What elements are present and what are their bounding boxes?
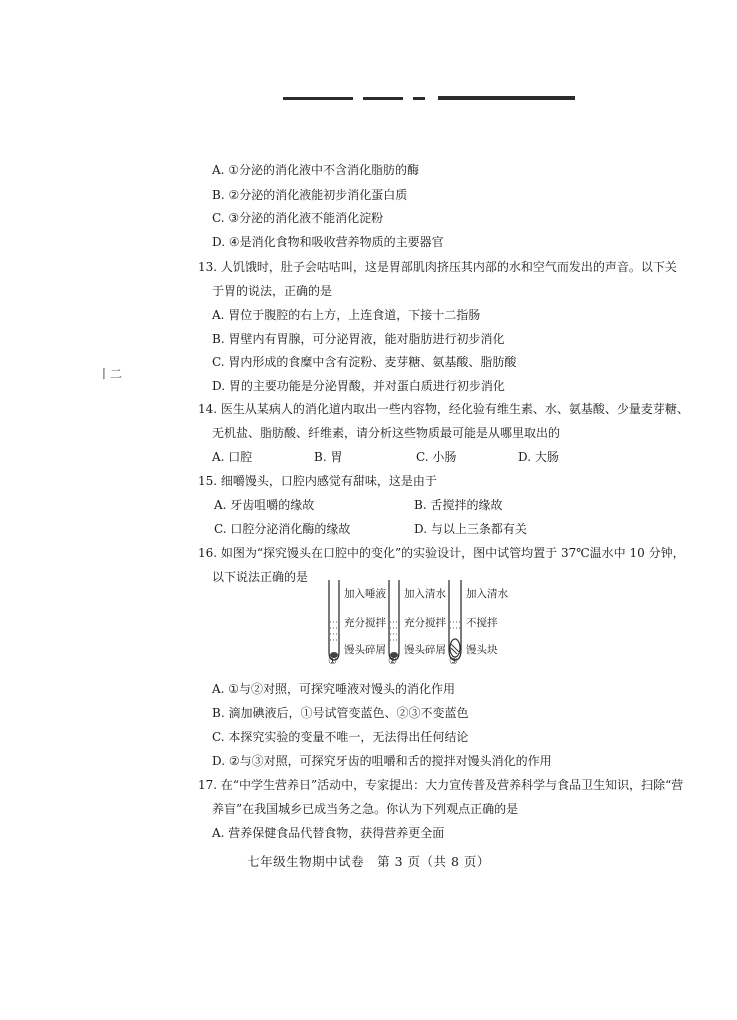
tube-1 xyxy=(329,580,339,660)
q16-option-a: A. ①与②对照，可探究唾液对馒头的消化作用 xyxy=(212,682,456,696)
q12-option-d: D. ④是消化食物和吸收营养物质的主要器官 xyxy=(212,235,444,249)
q13-option-c: C. 胃内形成的食糜中含有淀粉、麦芽糖、氨基酸、脂肪酸 xyxy=(212,355,517,369)
tube-1-add-label: 加入唾液 xyxy=(344,588,386,600)
tube-3-mix-label: 不搅拌 xyxy=(466,617,498,629)
q12-option-c: C. ③分泌的消化液不能消化淀粉 xyxy=(212,211,384,225)
tube-3-food-label: 馒头块 xyxy=(466,644,498,656)
tube-2-add-label: 加入清水 xyxy=(404,588,446,600)
q15-option-d: D. 与以上三条都有关 xyxy=(414,522,527,536)
q13-stem-line1: 13. 人饥饿时，肚子会咕咕叫，这是胃部肌肉挤压其内部的水和空气而发出的声音。以下关 xyxy=(198,260,677,274)
q14-stem-line1: 14. 医生从某病人的消化道内取出一些内容物，经化验有维生素、水、氨基酸、少量麦芽糖、 xyxy=(198,402,689,416)
q13-option-d: D. 胃的主要功能是分泌胃酸，并对蛋白质进行初步消化 xyxy=(212,379,505,393)
test-tube-figure xyxy=(320,578,520,668)
tube-3-number: ③ xyxy=(449,656,458,667)
tube-2-number: ② xyxy=(388,656,397,667)
q17-stem-line2: 养盲”在我国城乡已成当务之急。你认为下列观点正确的是 xyxy=(212,802,519,816)
tube-3-add-label: 加入清水 xyxy=(466,588,508,600)
q16-option-d: D. ②与③对照，可探究牙齿的咀嚼和舌的搅拌对馒头消化的作用 xyxy=(212,754,552,768)
q14-option-b: B. 胃 xyxy=(314,450,343,464)
q16-stem-line1: 16. 如图为“探究馒头在口腔中的变化”的实验设计，图中试管均置于 37℃温水中 10 分钟， xyxy=(198,546,685,560)
q14-option-c: C. 小肠 xyxy=(416,450,457,464)
q15-stem: 15. 细嚼馒头，口腔内感觉有甜味，这是由于 xyxy=(198,474,437,488)
q12-option-b: B. ②分泌的消化液能初步消化蛋白质 xyxy=(212,188,408,202)
tube-1-food-label: 馒头碎屑 xyxy=(344,644,386,656)
top-scan-artifact xyxy=(283,97,575,103)
margin-mark: 丨二 xyxy=(98,367,123,381)
tube-1-number: ① xyxy=(328,656,337,667)
tube-2 xyxy=(389,580,399,660)
q13-option-b: B. 胃壁内有胃腺，可分泌胃液，能对脂肪进行初步消化 xyxy=(212,332,505,346)
q15-option-c: C. 口腔分泌消化酶的缘故 xyxy=(214,522,351,536)
q16-stem-line2: 以下说法正确的是 xyxy=(212,570,309,584)
tube-1-mix-label: 充分搅拌 xyxy=(344,617,386,629)
q17-option-a: A. 营养保健食品代替食物，获得营养更全面 xyxy=(212,826,445,840)
q14-stem-line2: 无机盐、脂肪酸、纤维素，请分析这些物质最可能是从哪里取出的 xyxy=(212,426,561,440)
q16-option-c: C. 本探究实验的变量不唯一，无法得出任何结论 xyxy=(212,730,469,744)
q14-option-a: A. 口腔 xyxy=(212,450,253,464)
page-footer: 七年级生物期中试卷 第 3 页（共 8 页） xyxy=(247,854,490,869)
tube-3 xyxy=(449,580,461,660)
q15-option-a: A. 牙齿咀嚼的缘故 xyxy=(214,498,315,512)
q16-option-b: B. 滴加碘液后，①号试管变蓝色、②③不变蓝色 xyxy=(212,706,469,720)
q17-stem-line1: 17. 在“中学生营养日”活动中，专家提出：大力宣传普及营养科学与食品卫生知识，扫除“营 xyxy=(198,778,684,792)
q13-option-a: A. 胃位于腹腔的右上方，上连食道，下接十二指肠 xyxy=(212,308,481,322)
tube-2-food-label: 馒头碎屑 xyxy=(404,644,446,656)
q12-option-a: A. ①分泌的消化液中不含消化脂肪的酶 xyxy=(212,163,420,177)
tube-2-mix-label: 充分搅拌 xyxy=(404,617,446,629)
q13-stem-line2: 于胃的说法，正确的是 xyxy=(212,284,333,298)
q14-option-d: D. 大肠 xyxy=(518,450,559,464)
q15-option-b: B. 舌搅拌的缘故 xyxy=(414,498,503,512)
